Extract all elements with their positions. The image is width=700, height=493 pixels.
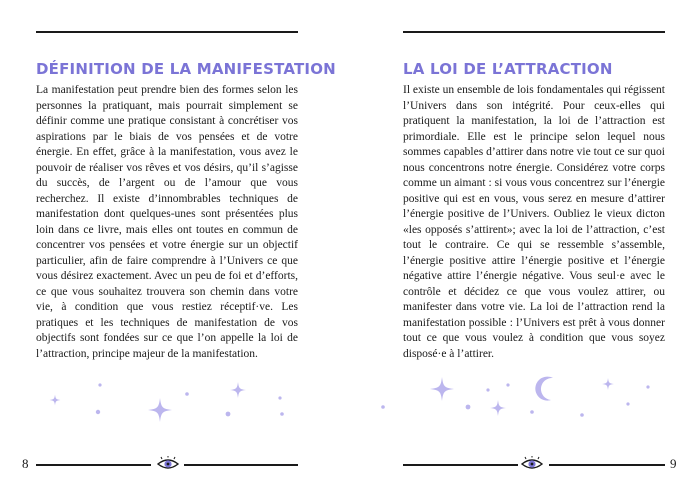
page-number-left: 8 xyxy=(22,456,29,471)
top-rule xyxy=(403,31,665,33)
eye-icon xyxy=(157,456,179,472)
right-page xyxy=(403,0,665,493)
footer-rule xyxy=(184,464,298,466)
footer-rule xyxy=(36,464,151,466)
body-paragraph: Il existe un ensemble de lois fondamentales qui régissent l’Univers dans son intégrité. Pour ceux-elles qui pratiquent la manifestation, la loi de l’attraction est primordiale. Elle est le principe selon lequel nous sommes capables d’attirer dans notre vie tout ce sur quoi nous concentrons notre énergie. Considérez votre corps comme un aimant : si vous vous concentrez sur l’énergie positive qui est en vous, vous serez en mesure d’attirer l’énergie positive de l’Univers. Oubliez le vieux dicton «les opposés s’attirent»; avec la loi de l’attraction, c’est tout le contraire. Ce qui se ressemble s’assemble, l’énergie positive attire l’énergie positive et l’énergie négative attire l’énergie négative. Vous seul·e avec le contrôle et décidez ce que vous voulez attirer, ou manifester dans votre vie. La loi de l’attraction rend la manifestation possible : l’Univers est prêt à vous donner tout ce que vous voulez à condition que vous soyez disposé·e à l’attirer. xyxy=(403,84,665,360)
footer-rule xyxy=(549,464,665,466)
page-number-right: 9 xyxy=(670,456,677,471)
top-rule xyxy=(36,31,298,33)
section-heading: LA LOI DE L’ATTRACTION xyxy=(403,60,613,78)
footer-rule xyxy=(403,464,518,466)
body-paragraph: La manifestation peut prendre bien des formes selon les personnes la pratiquant, mais pourrait simplement se définir comme une pratique consistant à concrétiser vos aspirations par le biais de vos pensées et de votre énergie. En effet, grâce à la manifestation, vous avez le pouvoir de réaliser vos rêves et vos désirs, qu’il s’agisse du succès, de l’argent ou de l’amour que vous recherchez. Il existe d’innombrables techniques de manifestation dont quelques-unes sont présentées plus loin dans ce livre, mais elles ont toutes en commun de concentrer vos pensées et votre énergie sur un objectif particulier, afin de faire comprendre à l’Univers ce que vous désirez exactement. Avec un peu de foi et d’efforts, ce que vous souhaitez trouvera son chemin dans votre vie, à condition que vous restiez réceptif·ve. Les pratiques et les techniques de manifestation de vos objectifs sont fondées sur ce que l’on appelle la loi de l’attraction, principe majeur de la manifestation. xyxy=(36,84,298,360)
eye-icon xyxy=(521,456,543,472)
left-page xyxy=(36,0,336,493)
section-heading: DÉFINITION DE LA MANIFESTATION xyxy=(36,60,336,78)
dot-star xyxy=(381,405,385,409)
